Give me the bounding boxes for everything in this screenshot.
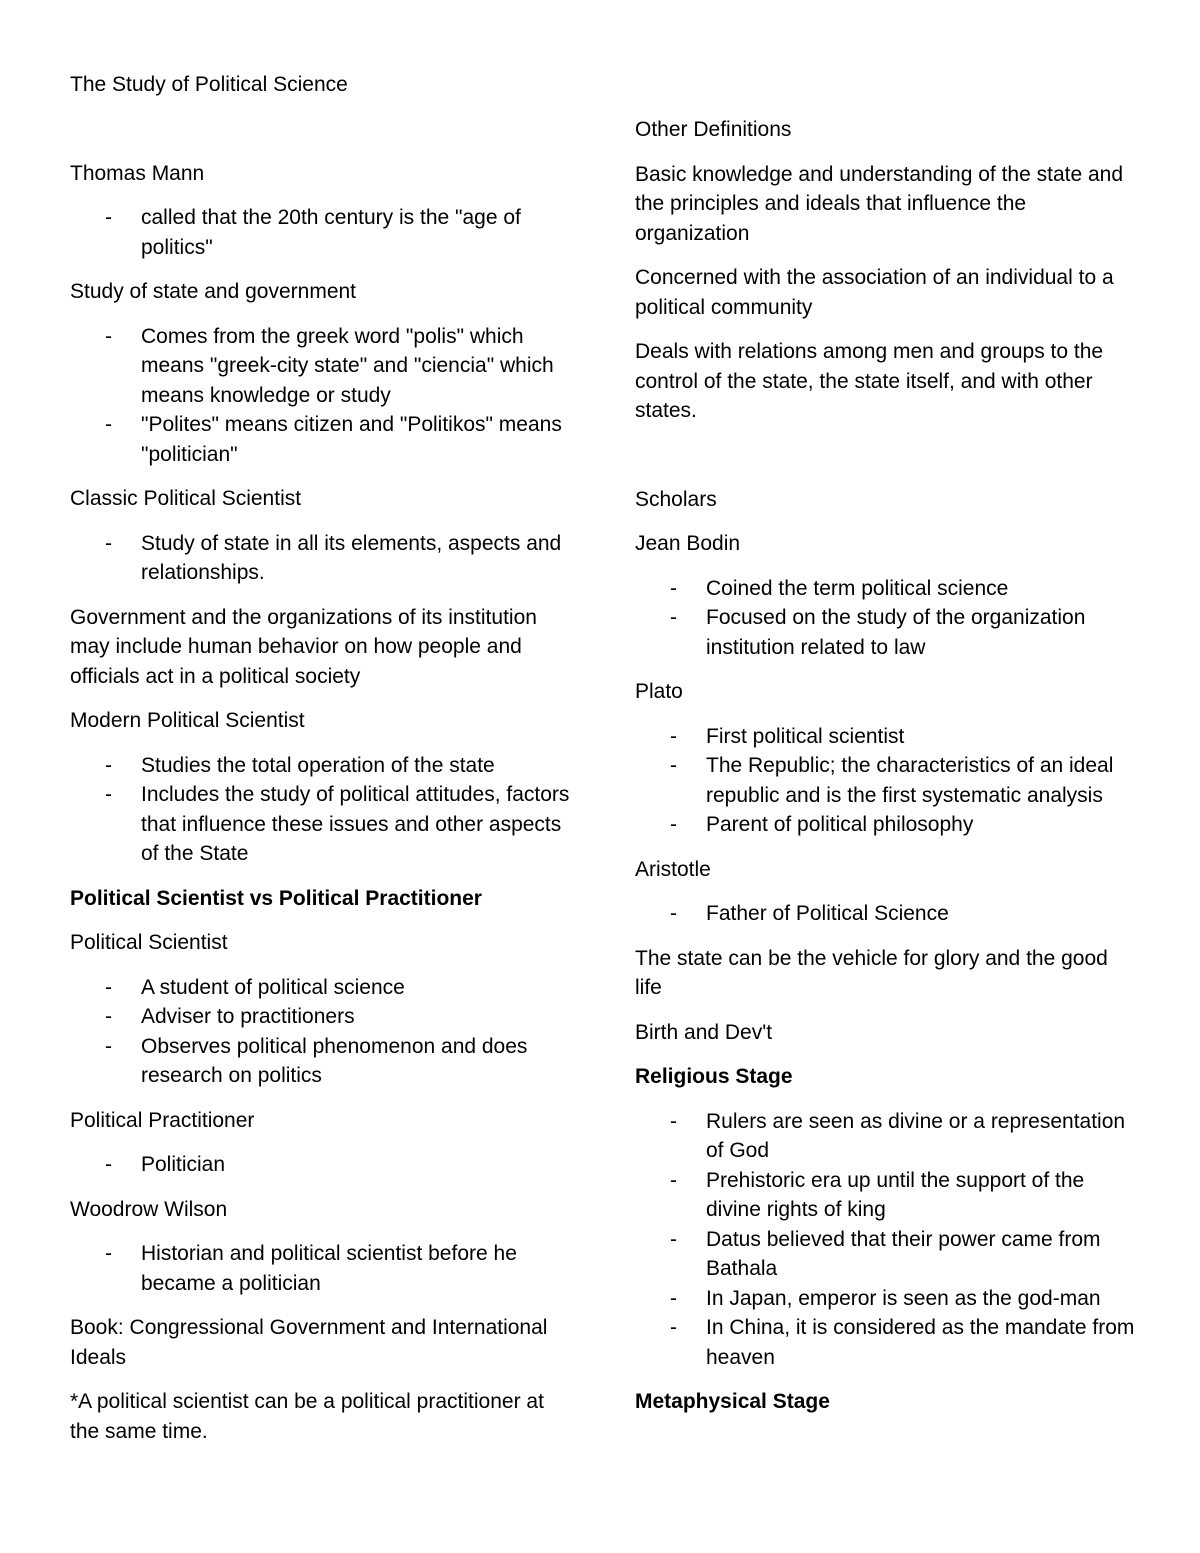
list-item: - In Japan, emperor is seen as the god-man [706, 1284, 1135, 1314]
list-item: - Adviser to practitioners [141, 1002, 570, 1032]
modern-heading: Modern Political Scientist [70, 709, 305, 732]
other-definitions-heading: Other Definitions [635, 118, 792, 141]
list-item: - Rulers are seen as divine or a representation of God [706, 1107, 1135, 1166]
list-item: - Studies the total operation of the state [141, 751, 570, 781]
thomas-mann-list [70, 203, 570, 262]
classic-heading: Classic Political Scientist [70, 487, 302, 510]
list-item: - The Republic; the characteristics of an ideal republic and is the first systematic analysis [706, 751, 1135, 810]
bodin-list [635, 574, 1135, 663]
list-item: - Comes from the greek word "polis" which means "greek-city state" and "ciencia" which means knowledge or study [141, 322, 570, 411]
metaphysical-stage-heading: Metaphysical Stage [635, 1390, 830, 1413]
scholars-heading: Scholars [635, 487, 717, 511]
definition-paragraph: Deals with relations among men and groups to the control of the state, the state itself, and with other states. [635, 340, 1104, 422]
plato-heading: Plato [635, 680, 683, 703]
thomas-mann-heading: Thomas Mann [70, 161, 205, 185]
scientist-list [70, 973, 570, 1091]
bodin-heading: Jean Bodin [635, 532, 741, 555]
wilson-list [70, 1239, 570, 1298]
list-item: - Historian and political scientist before he became a politician [141, 1239, 570, 1298]
plato-list [635, 722, 1135, 840]
state-gov-heading: Study of state and government [70, 280, 357, 303]
right-column [635, 115, 1135, 1432]
list-item: - In China, it is considered as the mandate from heaven [706, 1313, 1135, 1372]
list-item: - Prehistoric era up until the support of the divine rights of king [706, 1166, 1135, 1225]
list-item: - Study of state in all its elements, aspects and relationships. [141, 529, 570, 588]
definition-paragraph: Basic knowledge and understanding of the state and the principles and ideals that influence the organization [635, 162, 1124, 245]
state-gov-list [70, 322, 570, 470]
list-item: - Focused on the study of the organization institution related to law [706, 603, 1135, 662]
state-glory-paragraph: The state can be the vehicle for glory and the good life [635, 946, 1108, 999]
list-item: - called that the 20th century is the "age of politics" [141, 203, 570, 262]
list-item: - First political scientist [706, 722, 1135, 752]
spacer [70, 115, 570, 159]
definition-paragraph: Concerned with the association of an individual to a political community [635, 266, 1114, 319]
religious-stage-heading: Religious Stage [635, 1065, 793, 1088]
list-item: - Coined the term political science [706, 574, 1135, 604]
list-item: - "Polites" means citizen and "Politikos" means "politician" [141, 410, 570, 469]
gov-org-paragraph: Government and the organizations of its institution may include human behavior on how people and officials act in a political society [70, 605, 537, 688]
list-item: - Datus believed that their power came from Bathala [706, 1225, 1135, 1284]
classic-list [70, 529, 570, 588]
modern-list [70, 751, 570, 869]
list-item: - Observes political phenomenon and does research on politics [141, 1032, 570, 1091]
wilson-heading: Woodrow Wilson [70, 1197, 228, 1221]
religious-stage-list [635, 1107, 1135, 1373]
list-item: - Politician [141, 1150, 570, 1180]
aristotle-list [635, 899, 1135, 929]
list-item: - Includes the study of political attitudes, factors that influence these issues and other aspects of the State [141, 780, 570, 869]
list-item: - Parent of political philosophy [706, 810, 1135, 840]
note-paragraph: *A political scientist can be a political practitioner at the same time. [70, 1390, 544, 1443]
list-item: - Father of Political Science [706, 899, 1135, 929]
left-column [70, 70, 570, 1461]
document-title: The Study of Political Science [70, 73, 348, 96]
vs-heading: Political Scientist vs Political Practitioner [70, 886, 482, 910]
spacer [635, 441, 1135, 485]
birth-dev-heading: Birth and Dev't [635, 1020, 773, 1044]
practitioner-heading: Political Practitioner [70, 1108, 255, 1132]
aristotle-heading: Aristotle [635, 857, 711, 881]
list-item: - A student of political science [141, 973, 570, 1003]
scientist-heading: Political Scientist [70, 931, 228, 954]
practitioner-list [70, 1150, 570, 1180]
book-paragraph: Book: Congressional Government and International Ideals [70, 1316, 548, 1369]
